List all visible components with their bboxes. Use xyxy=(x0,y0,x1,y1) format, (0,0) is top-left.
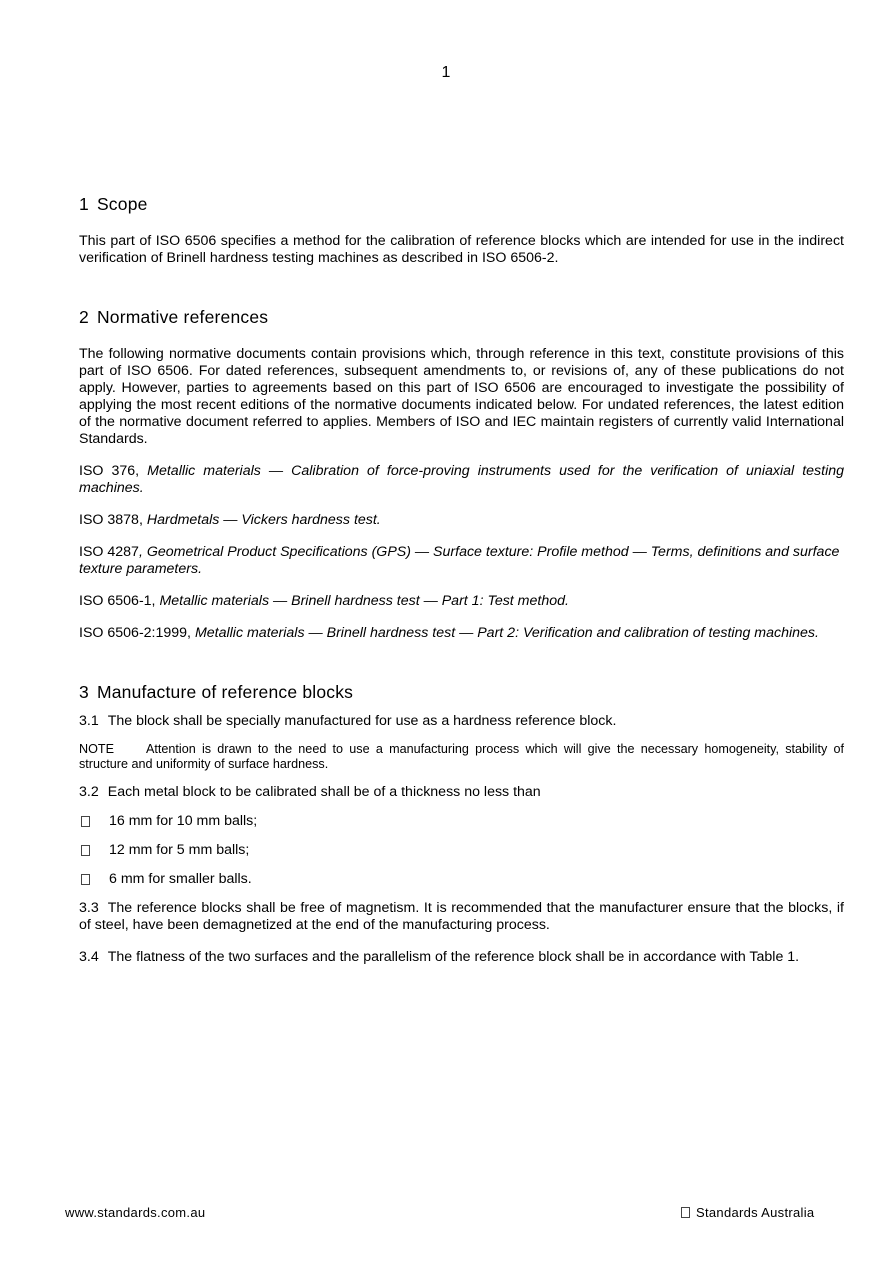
clause-3-2 xyxy=(79,784,844,801)
list-item xyxy=(79,813,844,830)
clause-3-4 xyxy=(79,949,844,966)
clause-number: 3.1 xyxy=(79,713,99,729)
section-heading-scope xyxy=(79,192,844,216)
bullet-icon xyxy=(81,816,90,827)
footer-copyright xyxy=(681,1205,814,1220)
section-heading-manufacture xyxy=(79,680,844,704)
reference-title: , Geometrical Product Specifications (GPS) — Surface texture: Profile method — Terms, definitions and surface texture parameters. xyxy=(79,544,840,577)
normative-paragraph: The following normative documents contain provisions which, through reference in this text, constitute provisions of this part of ISO 6506. For dated references, subsequent amendments to, or revisions of, any of these publications do not apply. However, parties to agreements based on this part of ISO 6506 are encouraged to investigate the possibility of applying the most recent editions of the normative documents indicated below. For undated references, the latest edition of the normative document referred to applies. Members of ISO and IEC maintain registers of currently valid International Standards. xyxy=(79,346,844,447)
footer-publisher: Standards Australia xyxy=(696,1205,815,1220)
clause-number: 3.4 xyxy=(79,949,99,965)
copyright-icon xyxy=(681,1207,690,1218)
list-item xyxy=(79,842,844,859)
bullet-icon xyxy=(81,845,90,856)
clause-3-3 xyxy=(79,900,844,934)
reference-code: ISO 6506-2:1999, xyxy=(79,625,195,641)
note xyxy=(79,742,844,772)
list-item-text: 6 mm for smaller balls. xyxy=(109,871,252,887)
reference-code: ISO 376, xyxy=(79,463,148,479)
section-number: 1 xyxy=(79,194,89,214)
clause-number: 3.3 xyxy=(79,900,99,916)
scope-paragraph: This part of ISO 6506 specifies a method for the calibration of reference blocks which are intended for use in the indirect verification of Brinell hardness testing machines as described in ISO 6506-2. xyxy=(79,233,844,266)
page-number: 1 xyxy=(441,64,451,81)
clause-3-1 xyxy=(79,713,844,730)
list-item-text: 12 mm for 5 mm balls; xyxy=(109,842,250,858)
section-title: Scope xyxy=(96,194,148,214)
clause-text: The reference blocks shall be free of magnetism. It is recommended that the manufacturer ensure that the blocks, if of steel, have been demagnetized at the end of the manufacturing process. xyxy=(79,900,844,933)
clause-text: The flatness of the two surfaces and the parallelism of the reference block shall be in accordance with Table 1. xyxy=(107,949,800,965)
section-title: Normative references xyxy=(96,307,269,327)
list-item-text: 16 mm for 10 mm balls; xyxy=(109,813,258,829)
clause-text: The block shall be specially manufactured for use as a hardness reference block. xyxy=(107,713,617,729)
reference-item xyxy=(79,512,844,529)
reference-item xyxy=(79,463,844,497)
note-text: Attention is drawn to the need to use a manufacturing process which will give the necessary homogeneity, stability of structure and uniformity of surface hardness. xyxy=(79,742,844,771)
reference-code: ISO 6506-1, xyxy=(79,593,160,609)
reference-item xyxy=(79,625,844,642)
reference-title: Metallic materials — Brinell hardness test — Part 1: Test method. xyxy=(159,593,569,609)
reference-item xyxy=(79,544,844,578)
footer-website-link[interactable]: www.standards.com.au xyxy=(65,1205,206,1220)
reference-title: Metallic materials — Calibration of force-proving instruments used for the verification of uniaxial testing machines. xyxy=(79,463,845,496)
reference-code: ISO 3878, xyxy=(79,512,147,528)
reference-title: Hardmetals — Vickers hardness test. xyxy=(146,512,381,528)
section-heading-normative xyxy=(79,305,844,329)
reference-code: ISO 4287 xyxy=(79,544,139,560)
bullet-icon xyxy=(81,874,90,885)
section-number: 2 xyxy=(79,307,89,327)
document-body xyxy=(79,192,844,966)
section-title: Manufacture of reference blocks xyxy=(96,682,354,702)
note-label: NOTE xyxy=(79,742,114,756)
reference-item xyxy=(79,593,844,610)
clause-text: Each metal block to be calibrated shall be of a thickness no less than xyxy=(107,784,541,800)
section-number: 3 xyxy=(79,682,89,702)
list-item xyxy=(79,871,844,888)
reference-title: Metallic materials — Brinell hardness test — Part 2: Verification and calibration of testing machines. xyxy=(194,625,819,641)
clause-number: 3.2 xyxy=(79,784,99,800)
